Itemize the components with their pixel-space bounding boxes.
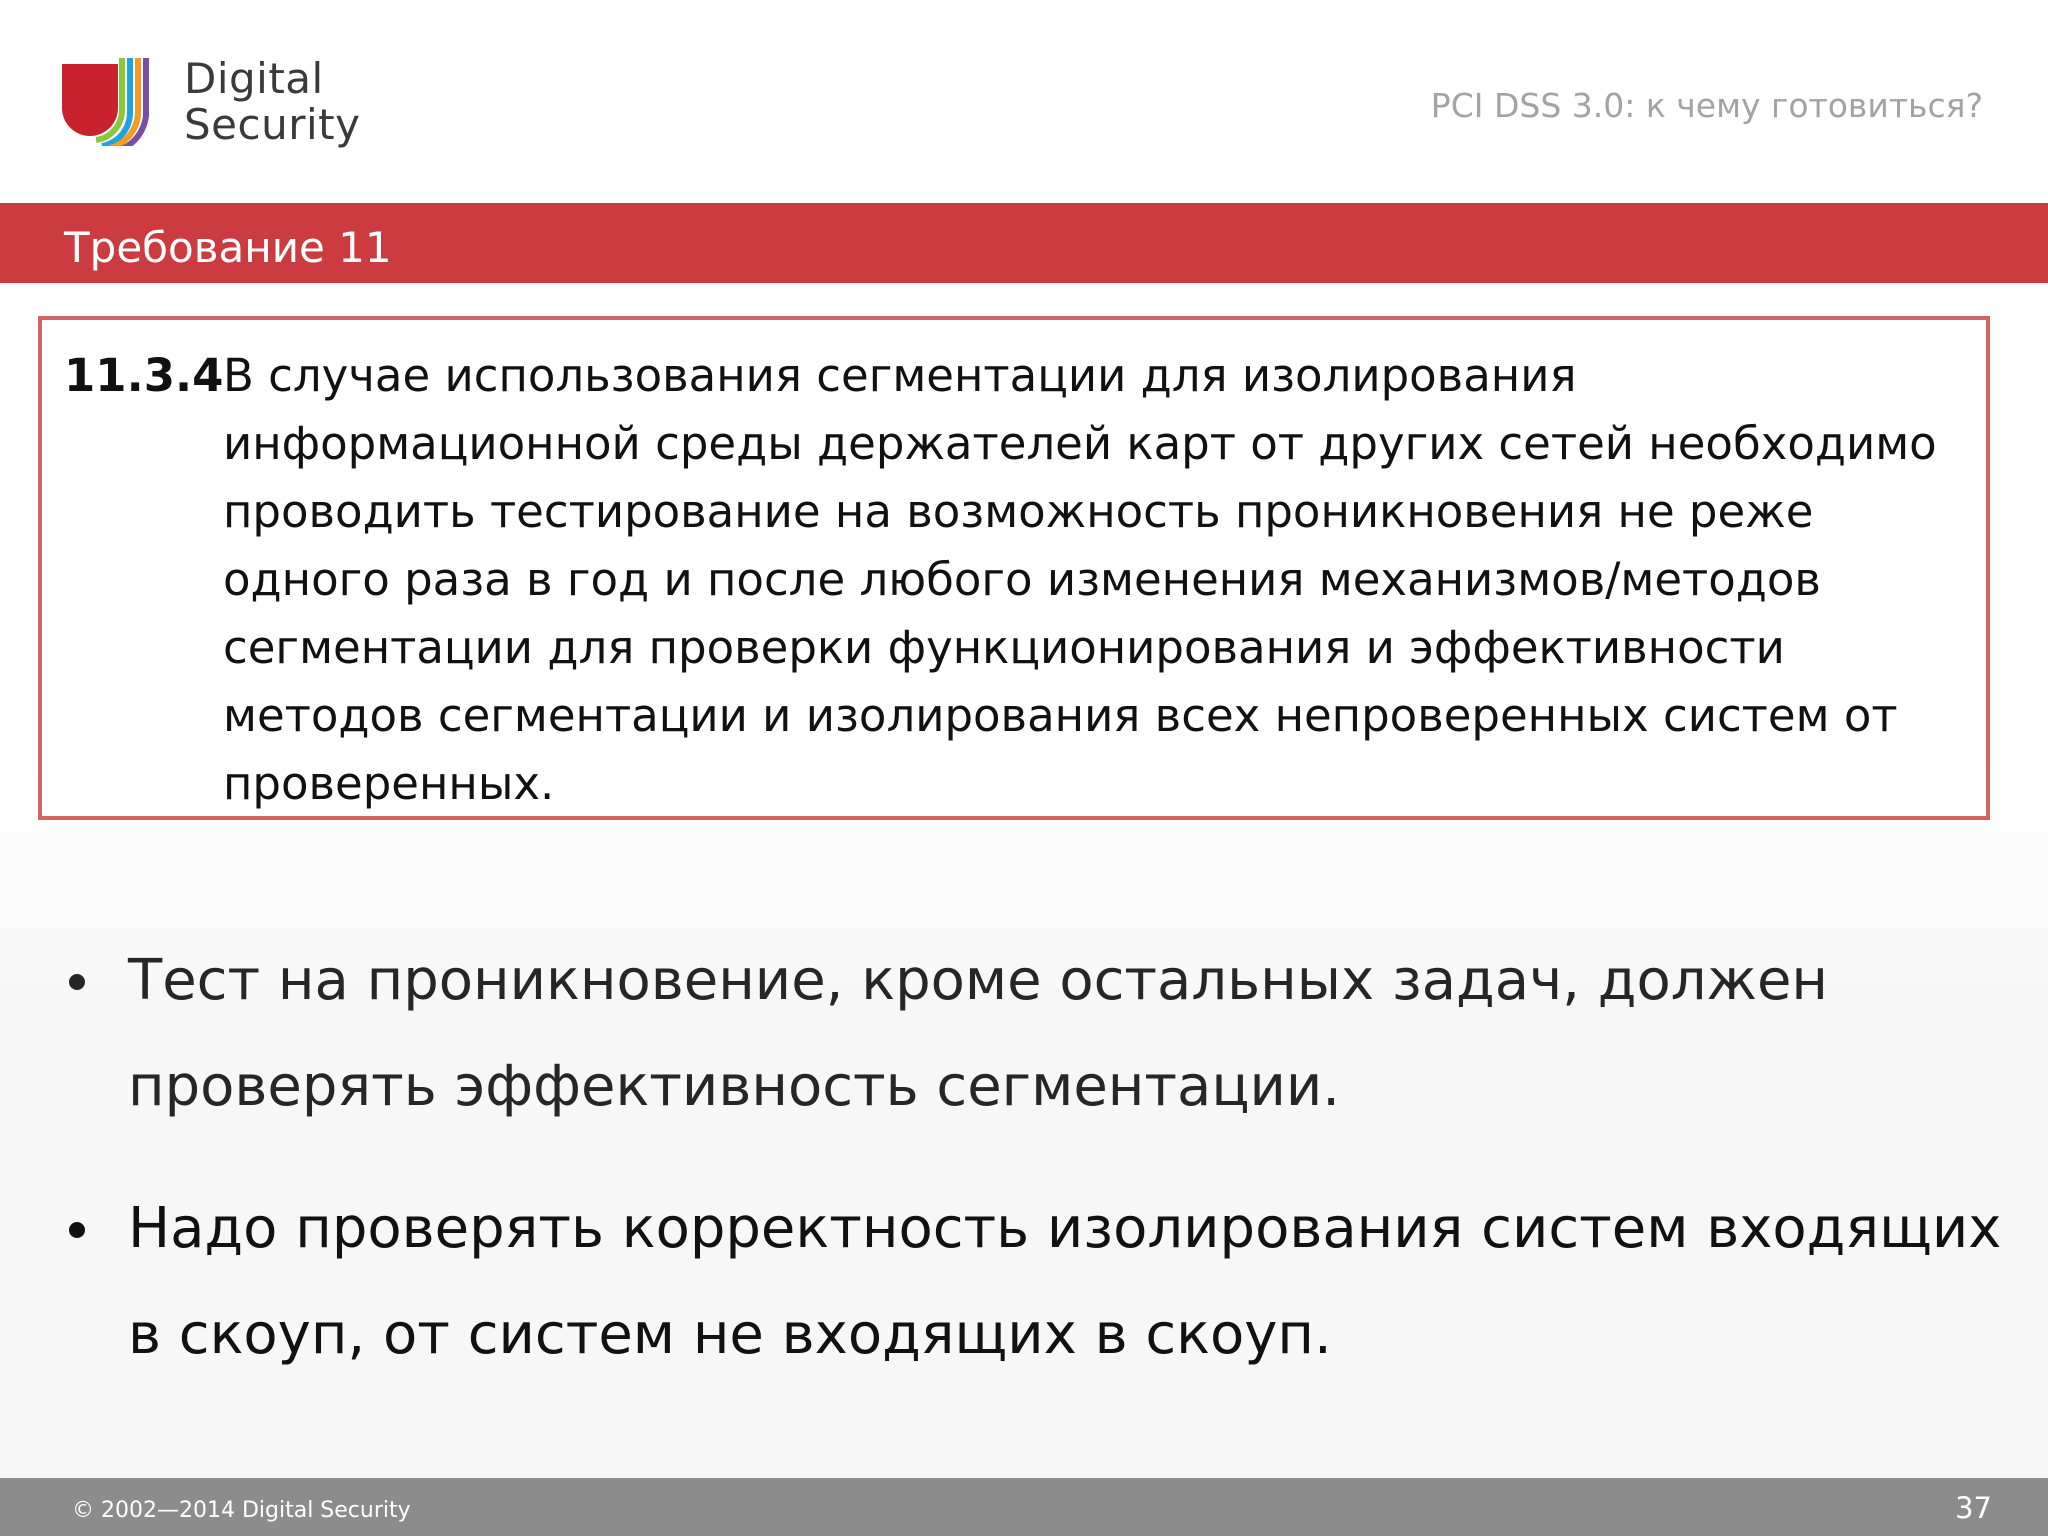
requirement-line: одного раза в год и после любого изменения механизмов/методов [223,553,1821,606]
bullet-line: Надо проверять корректность изолирования систем входящих [128,1196,2002,1261]
copyright-text: © 2002—2014 Digital Security [72,1498,411,1523]
bullet-item [62,928,2002,1140]
bullet-item [62,1176,2002,1388]
digital-security-logo [60,56,360,156]
requirement-line: методов сегментации и изолирования всех непроверенных систем от [223,689,1898,742]
bullet-dot-icon [69,1222,85,1238]
requirement-number: 11.3.4 [64,349,224,402]
presentation-title: PCI DSS 3.0: к чему готовиться? [1430,86,1983,125]
bullet-line: Тест на проникновение, кроме остальных задач, должен [128,948,1829,1013]
requirement-line: В случае использования сегментации для изолирования [223,349,1577,402]
requirement-line: информационной среды держателей карт от других сетей необходимо [223,417,1937,470]
logo-line-digital: Digital [184,54,324,103]
requirement-box [38,316,1990,820]
bullet-dot-icon [69,974,85,990]
logo-mark-icon [60,56,170,146]
section-title: Требование 11 [64,223,392,272]
bullet-line: в скоуп, от систем не входящих в скоуп. [128,1302,1332,1367]
logo-line-security: Security [184,100,361,149]
requirement-line: проверенных. [223,757,555,810]
requirement-line: проводить тестирование на возможность проникновения не реже [223,485,1814,538]
logo-wordmark [184,56,360,148]
bullet-line: проверять эффективность сегментации. [128,1054,1341,1119]
requirement-text [223,342,1993,818]
footer-bar [0,1478,2048,1536]
requirement-line: сегментации для проверки функционирования и эффективности [223,621,1785,674]
section-header-band [0,203,2048,283]
bullet-list [62,928,2002,1388]
page-number: 37 [1955,1491,1992,1525]
